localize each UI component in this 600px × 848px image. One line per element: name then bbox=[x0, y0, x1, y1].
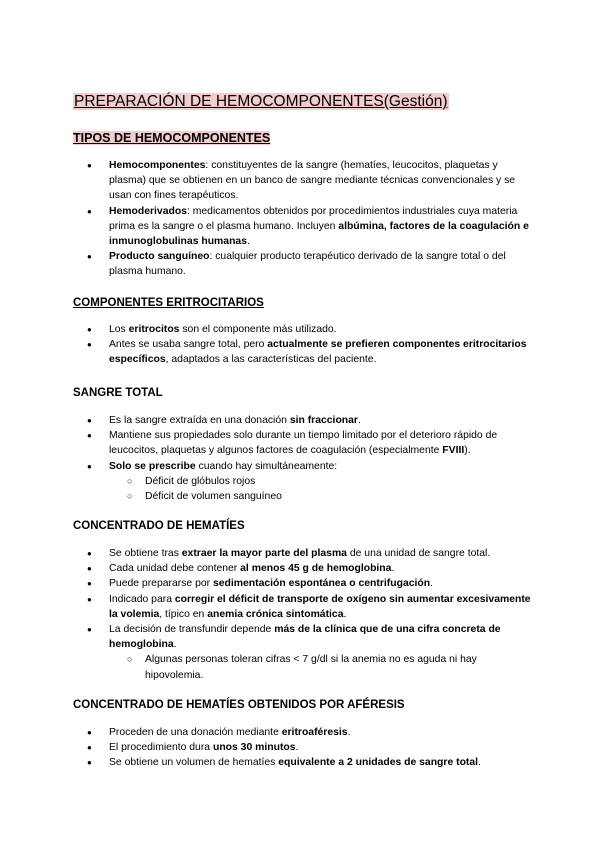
list-item: ● Cada unidad debe contener al menos 45 g de hemoglobina. bbox=[73, 561, 533, 576]
page-header bbox=[73, 92, 533, 128]
list-item: ● Es la sangre extraída en una donación sin fraccionar. bbox=[73, 413, 533, 428]
section-aferesis bbox=[73, 697, 533, 713]
list-concentrado bbox=[73, 546, 533, 683]
list-item: ● El procedimiento dura unos 30 minutos. bbox=[73, 740, 533, 755]
list-item: ● Solo se prescribe cuando hay simultáneamente: bbox=[73, 459, 533, 474]
list-item: ● Puede prepararse por sedimentación espontánea o centrifugación. bbox=[73, 576, 533, 591]
section-tipos bbox=[73, 130, 533, 146]
list-item: ● Indicado para corregir el déficit de transporte de oxígeno sin aumentar excesivamente la volemia, típico en anemia crónica sintomática. bbox=[73, 592, 533, 622]
list-item: ● Los eritrocitos son el componente más utilizado. bbox=[73, 322, 533, 337]
sub-list-item: ○ Déficit de glóbulos rojos bbox=[73, 474, 533, 489]
list-item: ● La decisión de transfundir depende más de la clínica que de una cifra concreta de hemoglobina. bbox=[73, 622, 533, 652]
list-item: ● Se obtiene tras extraer la mayor parte del plasma de una unidad de sangre total. bbox=[73, 546, 533, 561]
list-item: ● Producto sanguíneo: cualquier producto terapéutico derivado de la sangre total o del plasma humano. bbox=[73, 249, 533, 279]
list-item: ● Mantiene sus propiedades solo durante un tiempo limitado por el deterioro rápido de leucocitos, plaquetas y algunos factores de coagulación (especialmente FVIII). bbox=[73, 428, 533, 458]
section-heading-aferesis: CONCENTRADO DE HEMATÍES OBTENIDOS POR AFÉRESIS bbox=[73, 699, 405, 711]
section-eritro bbox=[73, 295, 533, 311]
section-heading-eritro: COMPONENTES ERITROCITARIOS bbox=[73, 297, 264, 309]
list-eritro bbox=[73, 322, 533, 368]
sub-list-item: ○ Déficit de volumen sanguíneo bbox=[73, 489, 533, 504]
list-item: ● Proceden de una donación mediante eritroaféresis. bbox=[73, 725, 533, 740]
sub-list-item: ○ Algunas personas toleran cifras < 7 g/dl si la anemia no es aguda ni hay hipovolemia. bbox=[73, 652, 533, 682]
section-heading-tipos: TIPOS DE HEMOCOMPONENTES bbox=[73, 131, 271, 145]
list-tipos bbox=[73, 158, 533, 280]
section-heading-total: SANGRE TOTAL bbox=[73, 387, 163, 399]
list-item: ● Se obtiene un volumen de hematíes equivalente a 2 unidades de sangre total. bbox=[73, 755, 533, 770]
page-title: PREPARACIÓN DE HEMOCOMPONENTES(Gestión) bbox=[74, 93, 448, 110]
list-aferesis bbox=[73, 725, 533, 771]
list-item: ● Hemoderivados: medicamentos obtenidos por procedimientos industriales cuya materia prima es la sangre o el plasma humano. Incluyen albúmina, factores de la coagulación e inmunoglobulinas humanas. bbox=[73, 204, 533, 250]
section-total bbox=[73, 385, 533, 401]
section-concentrado bbox=[73, 518, 533, 534]
section-heading-concentrado: CONCENTRADO DE HEMATÍES bbox=[73, 520, 245, 532]
list-item: ● Hemocomponentes: constituyentes de la sangre (hematíes, leucocitos, plaquetas y plasma) que se obtienen en un banco de sangre mediante técnicas convencionales y se usan con fines terapéuticos. bbox=[73, 158, 533, 204]
list-item: ● Antes se usaba sangre total, pero actualmente se prefieren componentes eritrocitarios específicos, adaptados a las características del paciente. bbox=[73, 337, 533, 367]
list-total bbox=[73, 413, 533, 504]
